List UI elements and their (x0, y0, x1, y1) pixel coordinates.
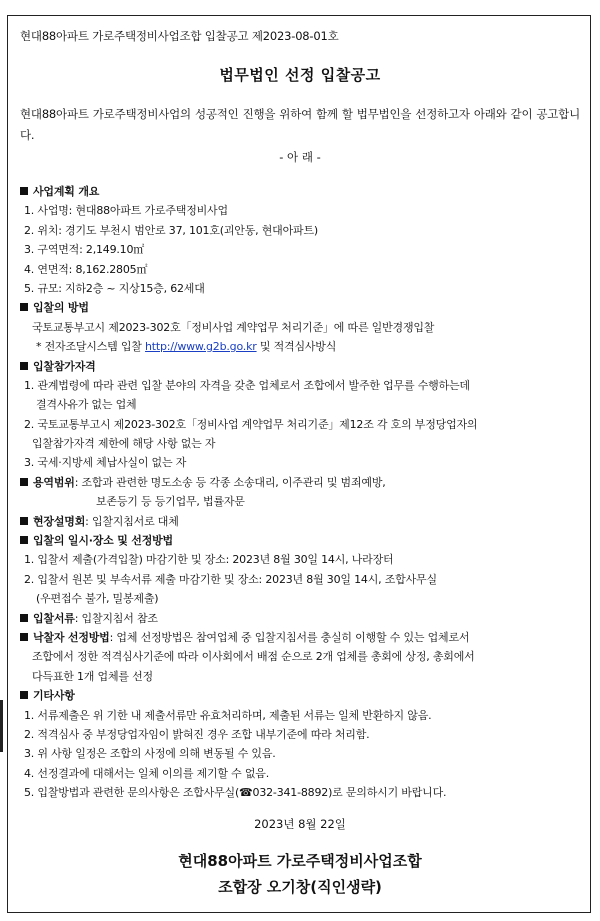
section-heading-schedule: 입찰의 일시·장소 및 선정방법 (20, 531, 586, 550)
square-bullet-icon (20, 691, 28, 699)
square-bullet-icon (20, 614, 28, 622)
list-item: 2. 위치: 경기도 부천시 범안로 37, 101호(괴안동, 현대아파트) (24, 223, 318, 237)
list-item: 3. 위 사항 일정은 조합의 사정에 의해 변동될 수 있음. (24, 747, 276, 761)
service-scope: 용역범위: 조합과 관련한 명도소송 등 각종 소송대리, 이주관리 및 범죄예방, (20, 473, 586, 492)
service-scope-continuation: 보존등기 등 등기업무, 법률자문 (96, 495, 245, 509)
selection-method-continuation: 다득표한 1개 업체를 선정 (32, 669, 153, 683)
list-item: 1. 관계법령에 따라 관련 입찰 분야의 자격을 갖춘 업체로서 조합에서 발주한 업무를 수행하는데 (24, 378, 470, 392)
list-item: 4. 연면적: 8,162.2805㎡ (24, 262, 148, 276)
selection-method: 낙찰자 선정방법: 업체 선정방법은 참여업체 중 입찰지침서를 충실히 이행할 수 있는 업체로서 (20, 628, 586, 647)
list-item: 1. 입찰서 제출(가격입찰) 마감기한 및 장소: 2023년 8월 30일 14시, 나라장터 (24, 553, 394, 567)
section-heading-eligibility: 입찰참가자격 (20, 357, 586, 376)
square-bullet-icon (20, 633, 28, 641)
page-edge-mark (0, 700, 3, 752)
square-bullet-icon (20, 517, 28, 525)
list-item-continuation: 입찰참가자격 제한에 해당 사항 없는 자 (32, 437, 216, 451)
representative-name: 조합장 오기창(직인생략) (218, 878, 382, 896)
bid-method-text: 국토교통부고시 제2023-302호「정비사업 계약업무 처리기준」에 따른 일반경쟁입찰 (32, 320, 435, 334)
list-item: 2. 입찰서 원본 및 부속서류 제출 마감기한 및 장소: 2023년 8월 30일 14시, 조합사무실 (24, 572, 437, 586)
square-bullet-icon (20, 536, 28, 544)
list-item: 1. 서류제출은 위 기한 내 제출서류만 유효처리하며, 제출된 서류는 일체 반환하지 않음. (24, 708, 432, 722)
list-item: 3. 국세·지방세 체납사실이 없는 자 (24, 456, 187, 470)
bid-documents: 입찰서류: 입찰지침서 참조 (20, 609, 586, 628)
section-heading-misc: 기타사항 (20, 686, 586, 705)
site-briefing: 현장설명회: 입찰지침서로 대체 (20, 512, 586, 531)
square-bullet-icon (20, 303, 28, 311)
page-title: 법무법인 선정 입찰공고 (219, 66, 381, 84)
organization-name: 현대88아파트 가로주택정비사업조합 (178, 852, 422, 870)
intro-paragraph: 현대88아파트 가로주택정비사업의 성공적인 진행을 위하여 함께 할 법무법인을 선정하고자 아래와 같이 공고합니다. (20, 107, 580, 142)
notice-date: 2023년 8월 22일 (254, 817, 346, 831)
list-item: 2. 적격심사 중 부정당업자임이 밝혀진 경우 조합 내부기준에 따라 처리함. (24, 727, 370, 741)
list-item: 2. 국토교통부고시 제2023-302호「정비사업 계약업무 처리기준」제12조 각 호의 부정당업자의 (24, 417, 478, 431)
g2b-link[interactable]: http://www.g2b.go.kr (145, 340, 257, 354)
selection-method-continuation: 조합에서 정한 적격심사기준에 따라 이사회에서 배점 순으로 2개 업체를 총회에 상정, 총회에서 (32, 650, 475, 664)
list-item: 4. 선정결과에 대해서는 일체 이의를 제기할 수 없음. (24, 766, 269, 780)
square-bullet-icon (20, 478, 28, 486)
section-heading-bid-method: 입찰의 방법 (20, 298, 586, 317)
list-item-continuation: (우편접수 불가, 밀봉제출) (36, 592, 159, 606)
notice-body (20, 182, 586, 803)
list-item: 5. 규모: 지하2층 ~ 지상15층, 62세대 (24, 281, 205, 295)
square-bullet-icon (20, 362, 28, 370)
section-heading-business-plan: 사업계획 개요 (20, 182, 586, 201)
list-item: 5. 입찰방법과 관련한 문의사항은 조합사무실(☎032-341-8892)로 문의하시기 바랍니다. (24, 786, 447, 800)
list-item: 1. 사업명: 현대88아파트 가로주택정비사업 (24, 204, 228, 218)
list-item-continuation: 결격사유가 없는 업체 (36, 398, 137, 412)
bid-method-note: * 전자조달시스템 입찰 http://www.g2b.go.kr 및 적격심사방식 (36, 340, 337, 354)
below-marker: - 아 래 - (279, 150, 321, 164)
list-item: 3. 구역면적: 2,149.10㎡ (24, 243, 145, 257)
notice-number: 현대88아파트 가로주택정비사업조합 입찰공고 제2023-08-01호 (20, 29, 339, 43)
square-bullet-icon (20, 187, 28, 195)
